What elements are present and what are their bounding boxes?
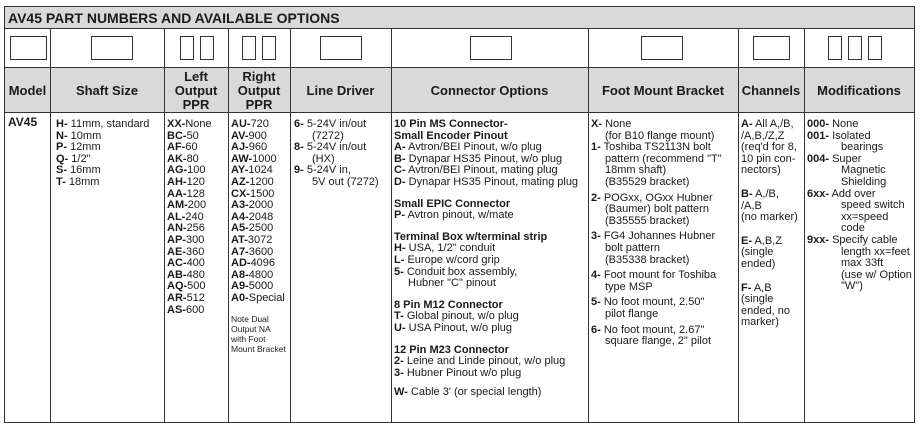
list-item-cont: bearings [841,141,884,154]
list-item: 4- Foot mount for Toshiba [591,269,717,282]
list-item-cont: (B35529 bracket) [605,175,690,188]
column-divider [738,29,739,422]
list-item: H- USA, 1/2" conduit [394,242,496,255]
list-item-cont: Shielding [841,175,887,188]
left-ppr-entry-box-2[interactable] [200,36,214,60]
header-line-driver: Line Driver [306,82,375,98]
column-divider [588,29,589,422]
section-title: Small Encoder Pinout [394,129,508,142]
list-item-cont: pattern (recommend "T" [605,152,722,165]
list-item: AA-128 [167,187,205,200]
line-driver-entry-box[interactable] [320,36,362,60]
list-item: AJ-960 [231,141,268,154]
list-item: 8- 5-24V in/out [294,141,367,154]
note-line: Note Dual [231,313,269,324]
list-item-cont: ended) [741,257,776,270]
list-item: AR-512 [167,291,205,304]
list-item: P- Avtron pinout, w/mate [394,209,514,222]
column-divider [50,29,51,422]
list-item: C- Avtron/BEI Pinout, mating plug [394,164,558,177]
list-item: AH-120 [167,175,205,188]
list-item-cont: (single [741,293,774,306]
list-item-cont: square flange, 2" pilot [605,335,712,348]
header-shaft-size: Shaft Size [75,82,139,98]
list-item: AW-1000 [231,152,277,165]
list-item: Q- 1/2" [56,152,91,165]
list-item: T- 18mm [56,175,100,188]
header-left-line-2: Output [174,82,218,98]
list-item: A9-5000 [231,280,274,293]
list-item: 9xx- Specify cable [807,233,898,246]
list-item-cont: bolt pattern [605,241,661,254]
header-right-line-1: Right [242,68,276,84]
list-item: 5- Conduit box assembly, [394,265,518,278]
note-line: Mount Bracket [231,343,286,354]
list-item-cont: max 33ft [841,257,884,270]
part-numbers-table [4,6,915,423]
header-right-line-2: Output [237,82,281,98]
list-item: D- Dynapar HS35 Pinout, mating plug [394,175,579,188]
section-title: 8 Pin M12 Connector [394,298,503,311]
right-ppr-options [231,119,286,354]
header-foot-mount-bracket: Foot Mount Bracket [601,82,725,98]
list-item-cont: (req'd for 8, [741,141,797,154]
modification-options [807,119,912,293]
list-item: AU-720 [231,118,269,130]
section-title: Small EPIC Connector [394,197,511,210]
list-item: A- Avtron/BEI Pinout, w/o plug [394,141,542,154]
list-item: AC-400 [167,257,205,270]
connector-options [394,119,578,399]
header-modifications: Modifications [817,82,901,98]
list-item: 9- 5-24V in, [294,164,351,177]
column-divider [804,29,805,422]
column-divider [164,29,165,422]
list-item-cont: (use w/ Option [841,268,912,281]
list-item: 3- Hubner Pinout w/o plug [394,366,522,379]
list-item-cont: pilot flange [605,307,659,320]
list-item: B- A,/B, [741,187,779,200]
header-left-line-3: PPR [182,96,210,112]
section-title: Terminal Box w/terminal strip [394,230,548,243]
list-item: AK-80 [167,152,199,165]
column-divider [290,29,291,422]
list-item-cont: (Baumer) bolt pattern [605,203,709,216]
list-item: AE-360 [167,245,205,258]
list-item: P- 12mm [56,141,101,154]
connector-entry-box[interactable] [470,36,512,60]
list-item: 1- Toshiba TS2113N bolt [591,141,711,154]
list-item: AF-60 [167,141,198,154]
list-item: AT-3072 [231,233,273,246]
model-value: AV45 [8,115,38,129]
list-item-cont: marker) [741,316,779,329]
left-ppr-options [167,119,212,316]
list-item-cont: xx=speed [841,210,889,223]
right-ppr-entry-box-1[interactable] [242,36,256,60]
list-item: AG-100 [167,164,206,177]
list-item: U- USA Pinout, w/o plug [394,321,513,334]
list-item: AZ-1200 [231,175,274,188]
list-item-cont: (HX) [312,152,335,165]
list-item-cont: (no marker) [741,211,798,224]
list-item-cont: length xx=feet [841,245,910,258]
list-item: 6- 5-24V in/out [294,118,367,130]
list-item-cont: /A,B,/Z,Z [741,129,785,142]
list-item: 004- Super [807,152,862,165]
dual-output-note [231,314,286,354]
list-item-cont: nectors) [741,164,781,177]
shaft-options [56,119,149,189]
list-item-cont: (for B10 flange mount) [605,129,715,142]
list-item: AQ-500 [167,280,206,293]
list-item: 5- No foot mount, 2.50" [591,296,705,309]
list-item: AL-240 [167,210,204,223]
column-divider [228,29,229,422]
list-item-cont: 5V out (7272) [312,175,379,188]
list-item: A- All A,/B, [741,118,794,130]
list-item-cont: Hubner "C" pinout [408,277,496,290]
mods-entry-box-2[interactable] [848,36,862,60]
list-item: AM-200 [167,199,207,212]
list-item: A4-2048 [231,210,274,223]
list-item: A5-2500 [231,222,274,235]
list-item: AB-480 [167,268,205,281]
channel-options [741,119,798,329]
list-item-cont: /A,B [741,199,762,212]
list-item: 6xx- Add over [807,187,876,200]
header-model: Model [8,82,47,98]
header-left-line-1: Left [184,68,208,84]
entry-box-row [5,29,914,68]
list-item: A7-3600 [231,245,274,258]
list-item: N- 10mm [56,129,102,142]
table-title: AV45 PART NUMBERS AND AVAILABLE OPTIONS [5,7,914,29]
list-item-cont: 18mm shaft) [605,164,667,177]
right-ppr-entry-box-2[interactable] [262,36,276,60]
list-item: T- Global pinout, w/o plug [394,310,519,323]
column-divider [391,29,392,422]
list-item: AV-900 [231,129,267,142]
list-item-cont: code [841,222,865,235]
list-item: 2- Leine and Linde pinout, w/o plug [394,355,566,368]
list-item-cont: type MSP [605,280,653,293]
list-item: 3- FG4 Johannes Hubner [591,230,716,243]
list-item: 2- POGxx, OGxx Hubner [591,191,713,204]
list-item: L- Europe w/cord grip [394,253,500,266]
foot-mount-options [591,119,722,348]
left-ppr-entry-box-1[interactable] [180,36,194,60]
note-line: with Foot [231,333,266,344]
list-item-cont: (B35338 bracket) [605,253,690,266]
header-channels: Channels [741,82,801,98]
list-item: A8-4800 [231,268,274,281]
line-driver-options [294,119,379,189]
list-item: AS-600 [167,303,205,316]
list-item-cont: speed switch [841,199,905,212]
mods-entry-box-3[interactable] [868,36,882,60]
header-row [5,68,914,113]
channels-entry-box[interactable] [753,36,790,60]
list-item: CX-1500 [231,187,275,200]
list-item: AP-300 [167,233,205,246]
section-title: 12 Pin M23 Connector [394,343,509,356]
list-item: A3-2000 [231,199,274,212]
header-right-line-3: PPR [245,96,273,112]
list-item: XX-None [167,118,212,130]
list-item: B- Dynapar HS35 Pinout, w/o plug [394,152,563,165]
list-item-cont: "W") [841,280,863,293]
list-item-cont: (B35555 bracket) [605,214,690,227]
note-line: Output NA [231,323,271,334]
list-item: H- 11mm, standard [56,118,150,130]
list-item: S- 16mm [56,164,101,177]
list-item: X- None [591,118,632,130]
model-entry-box[interactable] [10,36,47,60]
list-item-cont: (7272) [312,129,344,142]
header-connector-options: Connector Options [430,82,549,98]
list-item-cont: (single [741,246,774,259]
list-item-cont: Magnetic [841,164,886,177]
list-item-cont: ended, no [741,304,790,317]
list-item-cont: 10 pin con- [741,152,796,165]
foot-mount-entry-box[interactable] [641,36,683,60]
list-item: 000- None [807,118,859,130]
list-item: AN-256 [167,222,205,235]
list-item: BC-50 [167,129,199,142]
header-right-output-ppr [228,68,290,113]
list-item: AY-1024 [231,164,273,177]
list-item: 001- Isolated [807,129,871,142]
header-left-output-ppr [164,68,228,113]
list-item: F- A,B [741,281,772,294]
shaft-entry-box[interactable] [91,36,133,60]
right-ppr-list [231,119,286,305]
section-title: 10 Pin MS Connector- [394,118,508,130]
list-item: E- A,B,Z [741,234,782,247]
list-item: A0-Special [231,291,285,304]
mods-entry-box-1[interactable] [828,36,842,60]
list-item: 6- No foot mount, 2.67" [591,323,705,336]
list-item: W- Cable 3' (or special length) [394,386,542,399]
list-item: AD-4096 [231,257,276,270]
